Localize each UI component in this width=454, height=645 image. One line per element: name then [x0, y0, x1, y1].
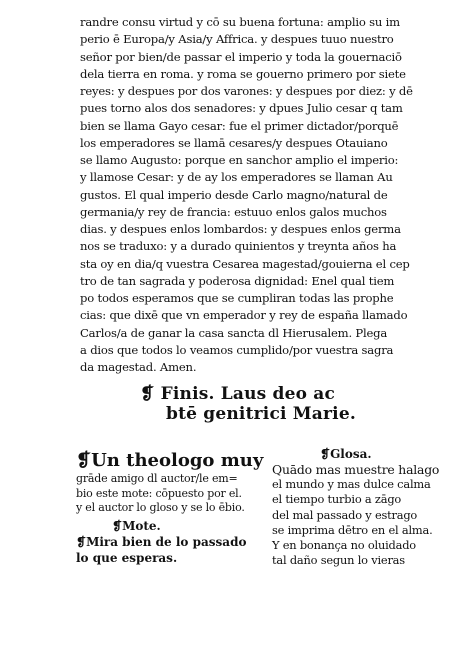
text-line: pues torno alos dos senadores: y dpues Julio cesar q tam [80, 101, 403, 116]
text-line: cias: que dixē que vn emperador y rey de españa llamado [80, 308, 408, 323]
text-line: reyes: y despues por dos varones: y despues por diez: y dē [80, 84, 413, 98]
text-line: los emperadores se llamā cesares/y despues Otauiano [80, 135, 388, 150]
text-line: gustos. El qual imperio desde Carlo magno/natural de [80, 187, 388, 202]
theologian-column [76, 450, 266, 566]
text-line: nos se traduxo: y a durado quinientos y treynta años ha [80, 239, 397, 254]
text-line: tro de tan sagrada y poderosa dignidad: Enel qual tiem [80, 273, 395, 288]
verse-line: Y en bonança no oluidado [272, 538, 416, 553]
verse-line: el mundo y mas dulce calma [272, 477, 431, 492]
verse-line: del mal passado y estrago [272, 507, 418, 522]
text-line: se llamo Augusto: porque en sanchor amplio el imperio: [80, 153, 399, 167]
column-line: grāde amigo dl auctor/le em= [76, 472, 238, 485]
text-line: bien se llama Gayo cesar: fue el primer dictador/porquē [80, 118, 399, 133]
pilcrow-icon: ❡ [76, 450, 92, 471]
column-line: bio este mote: cōpuesto por el. [76, 486, 242, 500]
column-line: y el auctor lo gloso y se lo ēbio. [76, 501, 245, 514]
mote-label: Mote. [122, 518, 161, 533]
colophon [140, 384, 400, 424]
verse-line: se imprima dētro en el alma. [272, 522, 433, 537]
mote-heading [76, 518, 266, 534]
mote-line [76, 534, 266, 550]
text-line: sta oy en dia/q vuestra Cesarea magestad/gouierna el cep [80, 256, 410, 271]
verse-line: tal daño segun lo vieras [272, 553, 405, 568]
colophon-line: btē genitrici Marie. [166, 404, 356, 424]
text-line: po todos esperamos que se cumpliran todas las prophe [80, 291, 394, 305]
colophon-line [140, 384, 400, 404]
text-line: señor por bien/de passar el imperio y toda la gouernaciō [80, 49, 402, 64]
pilcrow-icon: ❡ [320, 447, 331, 461]
verse-line: el tiempo turbio a zāgo [272, 492, 402, 507]
pilcrow-icon: ❡ [76, 534, 87, 549]
theologian-heading-text: Un theologo muy [91, 450, 264, 471]
text-line: dela tierra en roma. y roma se gouerno primero por siete [80, 66, 406, 81]
glosa-heading [272, 446, 442, 462]
colophon-text: Finis. Laus deo ac [160, 384, 336, 404]
glosa-column [272, 446, 442, 568]
main-text-block [80, 14, 426, 376]
text-line: da magestad. Amen. [80, 360, 197, 374]
text-line: perio ē Europa/y Asia/y Affrica. y despues tuuo nuestro [80, 32, 394, 47]
pilcrow-icon: ❡ [140, 384, 155, 404]
text-line: a dios que todos lo veamos cumplido/por vuestra sagra [80, 342, 394, 357]
text-line: dias. y despues enlos lombardos: y despues enlos germa [80, 222, 401, 236]
verse-line: Quādo mas muestre halago [272, 462, 440, 477]
mote-line: lo que esperas. [76, 550, 178, 565]
text-line: Carlos/a de ganar la casa sancta dl Hierusalem. Plega [80, 325, 388, 340]
text-line: randre consu virtud y cō su buena fortuna: amplio su im [80, 15, 400, 29]
text-line: y llamose Cesar: y de ay los emperadores se llaman Au [80, 170, 393, 185]
text-line: germania/y rey de francia: estuuo enlos galos muchos [80, 204, 387, 219]
mote-text: Mira bien de lo passado [86, 534, 247, 549]
glosa-label: Glosa. [330, 447, 372, 461]
theologian-heading [76, 450, 266, 472]
pilcrow-icon: ❡ [112, 518, 123, 533]
